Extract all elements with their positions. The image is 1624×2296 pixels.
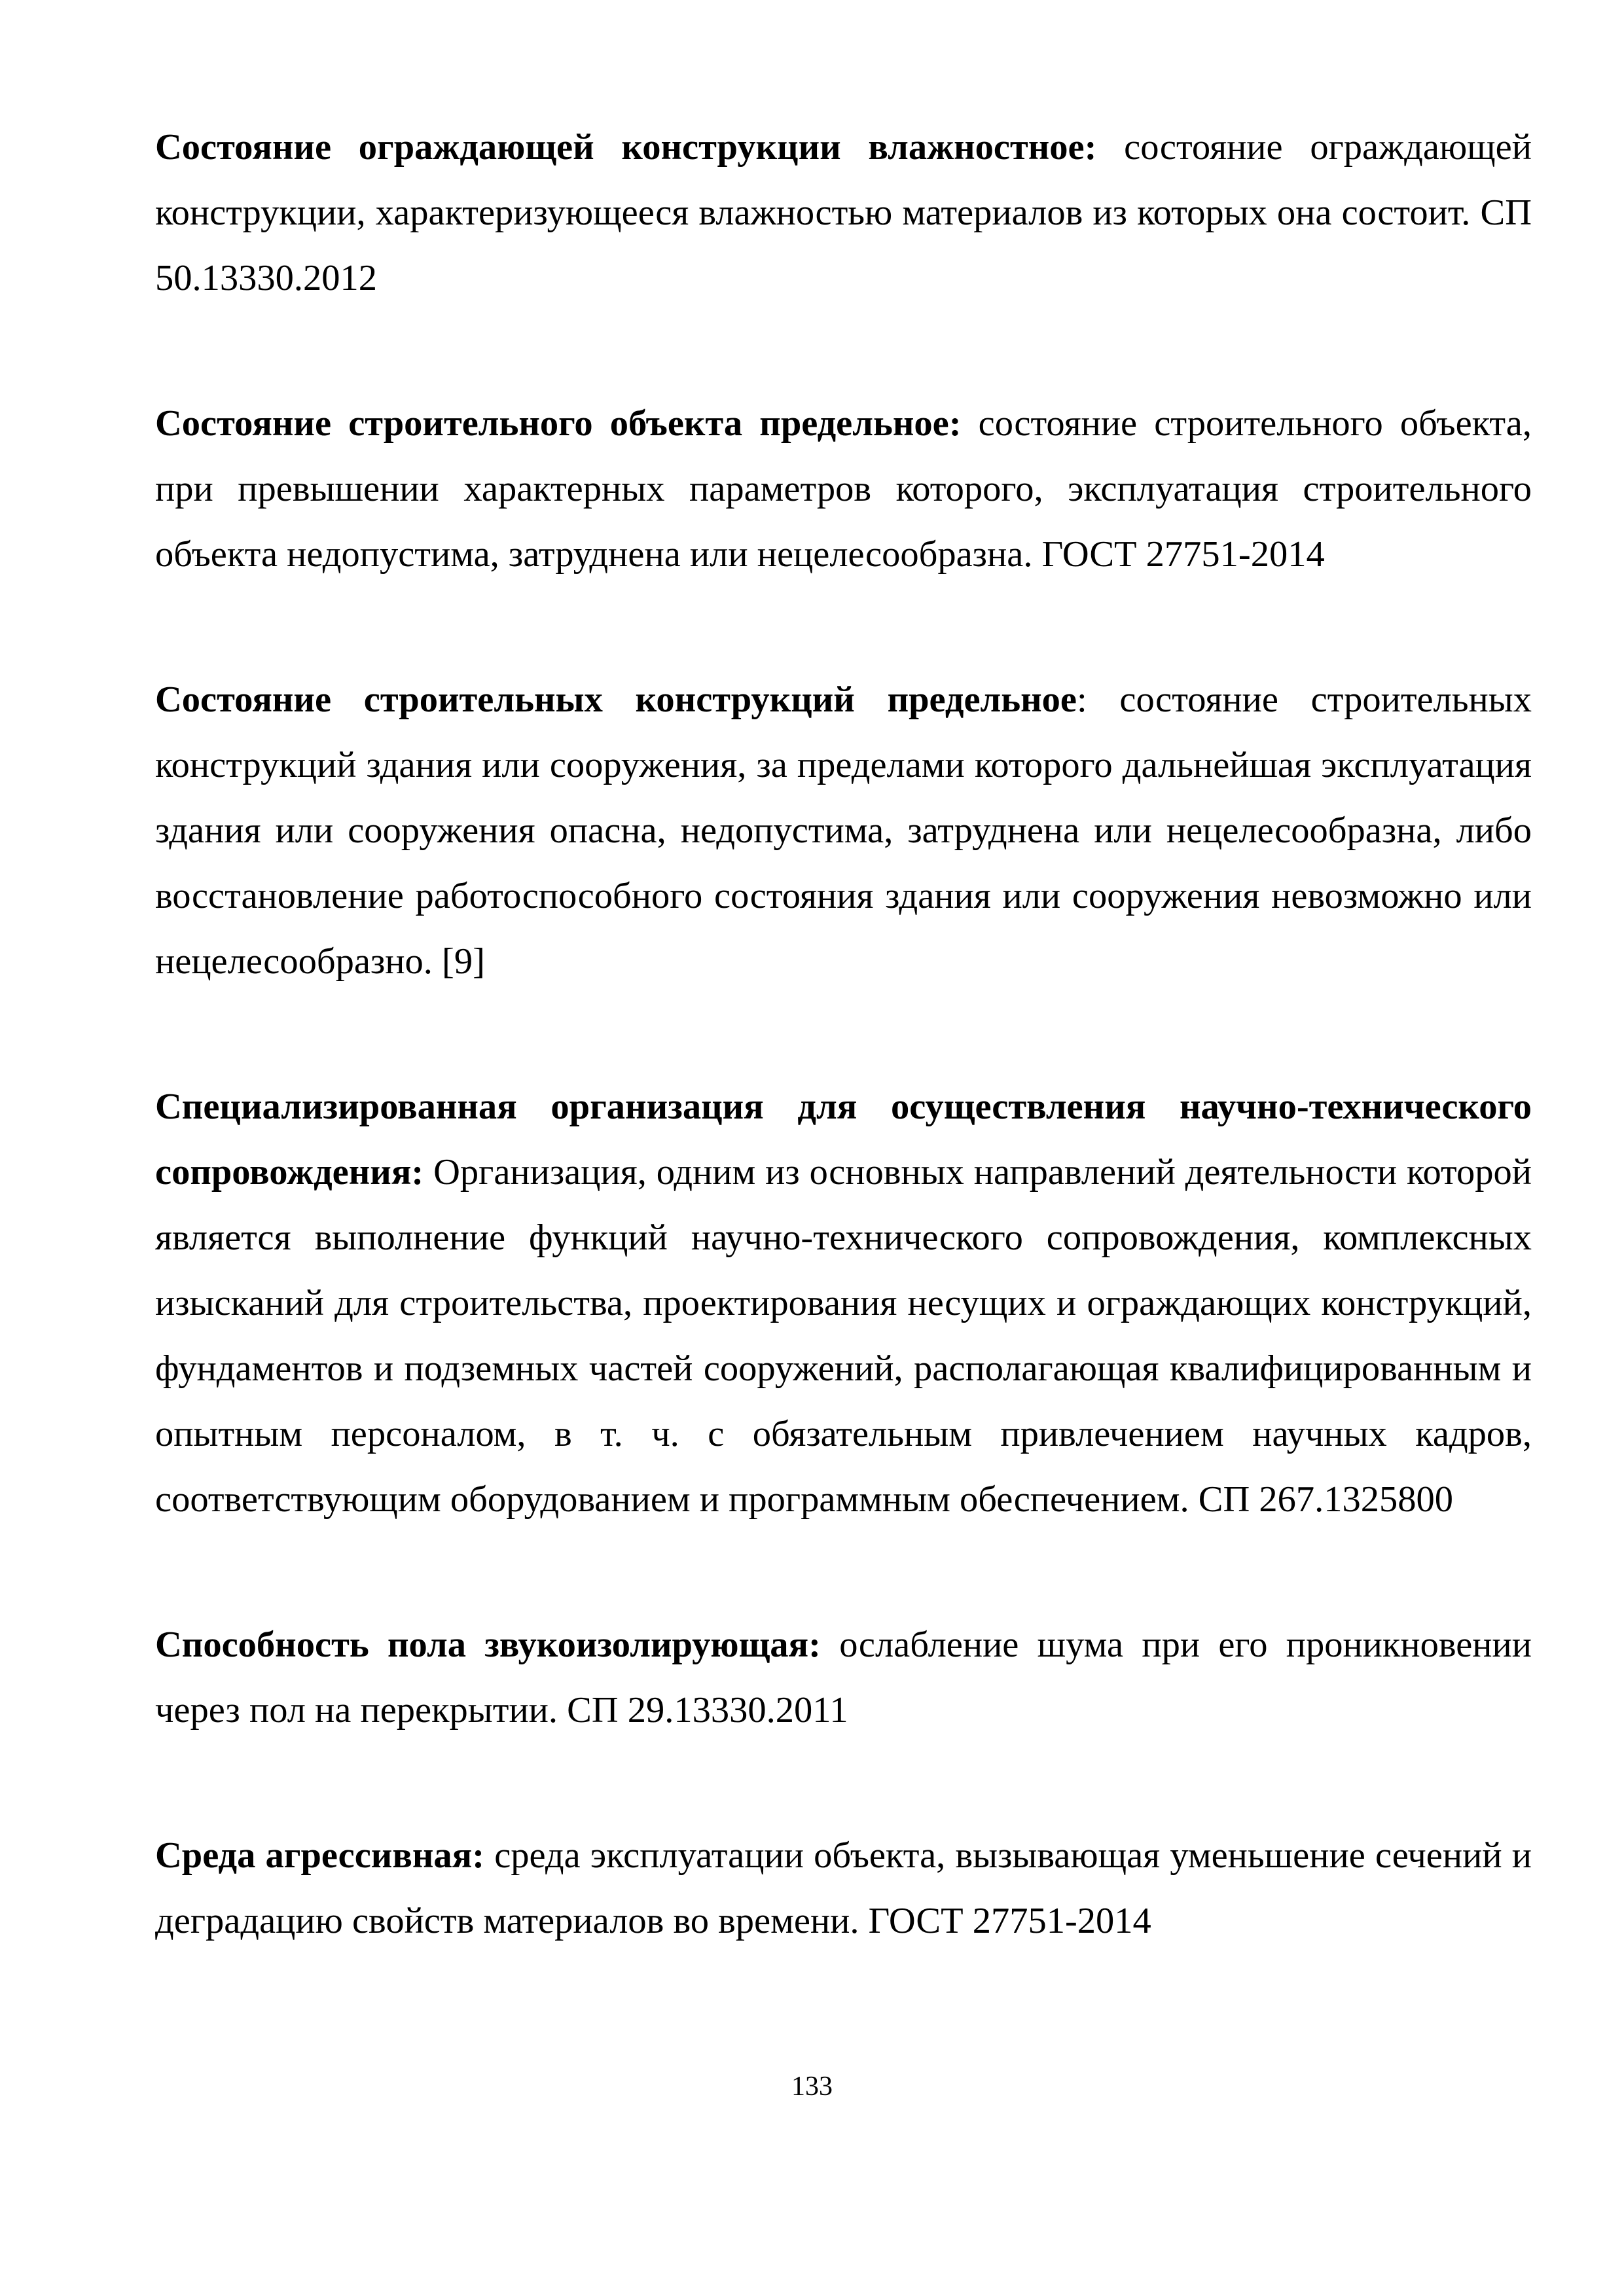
- glossary-entry-aggressive-environment: [155, 1823, 1532, 1954]
- entry-definition: Организация, одним из основных направлений деятельности которой является выполнение функций научно-технического сопровождения, комплексных изысканий для строительства, проектирования несущих и ограждающих конструкций, фундаментов и подземных частей сооружений, располагающая квалифицированным и опытным персоналом, в т. ч. с обязательным привлечением научных кадров, соответствующим оборудованием и программным обеспечением. СП 267.1325800: [155, 1152, 1532, 1520]
- glossary-entry-structures-limit-state: [155, 667, 1532, 994]
- document-page: [155, 115, 1532, 2034]
- entry-term: Способность пола звукоизолирующая:: [155, 1624, 821, 1665]
- entry-term: Среда агрессивная:: [155, 1835, 485, 1876]
- glossary-entry-floor-sound-insulation: [155, 1612, 1532, 1743]
- entry-definition: ослабление шума при его проникновении через пол на перекрытии. СП 29.13330.2011: [155, 1624, 1532, 1731]
- entry-term: Специализированная организация для осуществления научно-технического сопровождения:: [155, 1086, 1532, 1193]
- page-number: 133: [791, 2072, 833, 2102]
- entry-definition: : состояние строительных конструкций здания или сооружения, за пределами которого дальнейшая эксплуатация здания или сооружения опасна, недопустима, затруднена или нецелесообразна, либо восстановление работоспособного состояния здания или сооружения невозможно или нецелесообразно. [9]: [155, 679, 1532, 982]
- glossary-entry-object-limit-state: [155, 391, 1532, 587]
- entry-term: Состояние строительного объекта предельное:: [155, 403, 962, 444]
- glossary-entry-specialized-organization: [155, 1074, 1532, 1532]
- entry-term: Состояние ограждающей конструкции влажностное:: [155, 127, 1097, 168]
- entry-definition: среда эксплуатации объекта, вызывающая уменьшение сечений и деградацию свойств материалов во времени. ГОСТ 27751-2014: [155, 1835, 1532, 1941]
- entry-definition: состояние строительного объекта, при превышении характерных параметров которого, эксплуатация строительного объекта недопустима, затруднена или нецелесообразна. ГОСТ 27751-2014: [155, 403, 1532, 575]
- glossary-entry-moisture-state: [155, 115, 1532, 311]
- entry-term: Состояние строительных конструкций предельное: [155, 679, 1077, 720]
- entry-definition: состояние ограждающей конструкции, характеризующееся влажностью материалов из которых она состоит. СП 50.13330.2012: [155, 127, 1532, 298]
